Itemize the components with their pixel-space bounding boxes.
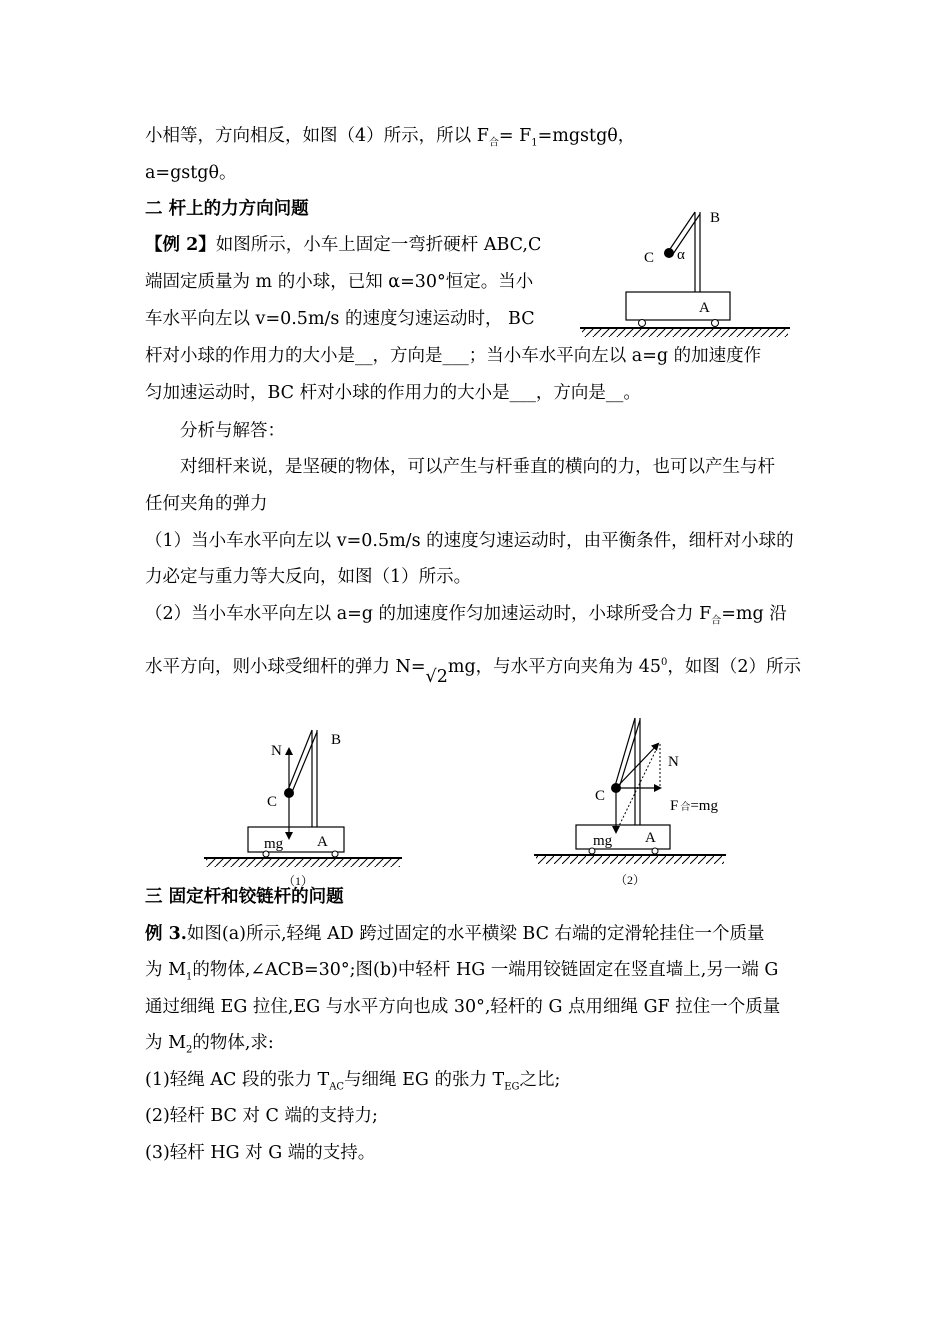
rod-bent xyxy=(619,720,640,788)
sqrt-2: √2 xyxy=(425,666,448,687)
analysis-line-1: 对细杆来说，是坚硬的物体，可以产生与杆垂直的横向的力，也可以产生与杆 xyxy=(180,457,775,477)
part-1-line-1: （1）当小车水平向左以 v=0.5m/s 的速度匀速运动时，由平衡条件，细杆对小球的 xyxy=(145,531,794,551)
label-A: A xyxy=(645,830,656,846)
example-2-line-5: 匀加速运动时，BC 杆对小球的作用力的大小是___，方向是__。 xyxy=(145,383,641,403)
arrow-N xyxy=(616,744,658,788)
example-3-line-4: 为 $M_2$的物体,求: xyxy=(145,1033,274,1056)
section-heading-3: 三 固定杆和铰链杆的问题 xyxy=(145,887,344,907)
label-C: C xyxy=(644,250,655,266)
label-N: N xyxy=(668,754,679,770)
section-heading-2: 二 杆上的力方向问题 xyxy=(145,199,309,219)
question-1: (1)轻绳 AC 段的张力 $T_{AC}$与细绳 EG 的张力 $T_{EG}$之比; xyxy=(145,1070,561,1093)
cart-body xyxy=(626,292,730,320)
label-F: F合=mg xyxy=(670,798,718,814)
ground-hatch xyxy=(536,856,724,864)
analysis-heading: 分析与解答： xyxy=(180,421,285,441)
example-3-line-3: 通过细绳 EG 拉住,EG 与水平方向也成 30°,轻杆的 G 点用细绳 GF 拉住一个质量 xyxy=(145,997,781,1017)
question-2: (2)轻杆 BC 对 C 端的支持力; xyxy=(145,1106,378,1126)
cart-wheel xyxy=(332,851,338,857)
figure-2 xyxy=(530,712,740,890)
caption-1: （1） xyxy=(283,874,314,887)
cart-body xyxy=(576,825,670,849)
part-2-line-1: （2）当小车水平向左以 a=g 的加速度作匀加速运动时，小球所受合力 $F_合=mg$ 沿 xyxy=(145,604,787,627)
label-mg: mg xyxy=(264,836,284,852)
dotted-guide xyxy=(616,746,658,832)
rod-bent xyxy=(615,718,635,786)
cart-wheel xyxy=(639,320,646,327)
label-A: A xyxy=(317,834,328,850)
example-3-line-1: 例 3.如图(a)所示,轻绳 AD 跨过固定的水平横梁 BC 右端的定滑轮挂住一个质量 xyxy=(145,924,765,944)
label-B: B xyxy=(710,210,721,226)
label-C: C xyxy=(267,794,278,810)
rod-bent xyxy=(292,732,317,792)
rod-bent xyxy=(668,212,695,252)
label-N: N xyxy=(271,743,282,759)
cart-wheel xyxy=(652,848,658,854)
rod-bent xyxy=(288,730,312,790)
label-A: A xyxy=(699,300,710,316)
example-3-line-2: 为 $M_1$的物体,∠ACB=30°;图(b)中轻杆 HG 一端用铰链固定在竖直墙上,另一端 G xyxy=(145,960,779,983)
example-2-line-1: 【例 2】如图所示，小车上固定一弯折硬杆 ABC,C xyxy=(145,235,542,255)
example-2-line-2: 端固定质量为 m 的小球，已知 α=30°恒定。当小 xyxy=(145,272,534,292)
cart-body xyxy=(248,827,344,852)
label-C: C xyxy=(595,788,606,804)
label-B: B xyxy=(331,732,342,748)
ball xyxy=(664,248,674,258)
example-2-line-3: 车水平向左以 v=0.5m/s 的速度匀速运动时， BC xyxy=(145,309,535,329)
text-line-2: a=gstgθ。 xyxy=(145,163,237,183)
question-3: (3)轻杆 HG 对 G 端的支持。 xyxy=(145,1143,376,1163)
cart-wheel xyxy=(712,320,719,327)
part-2-line-2: 水平方向，则小球受细杆的弹力 N=√2mg，与水平方向夹角为 $45^0$，如图（2）所示 xyxy=(145,656,801,687)
example-2-line-4: 杆对小球的作用力的大小是__，方向是___；当小车水平向左以 a=g 的加速度作 xyxy=(145,346,762,366)
figure-cart-rod xyxy=(570,200,800,340)
label-alpha: α xyxy=(677,247,685,263)
text-line-1: 小相等，方向相反，如图（4）所示，所以 $F_合=$ $F_1=mgstg\theta$， xyxy=(145,126,636,149)
label-mg: mg xyxy=(593,833,613,849)
caption-2: （2） xyxy=(615,873,646,887)
figure-1 xyxy=(200,722,410,887)
part-1-line-2: 力必定与重力等大反向，如图（1）所示。 xyxy=(145,567,472,587)
ground-hatch xyxy=(206,859,400,867)
analysis-line-2: 任何夹角的弹力 xyxy=(145,494,268,514)
ground-hatch xyxy=(582,329,788,337)
